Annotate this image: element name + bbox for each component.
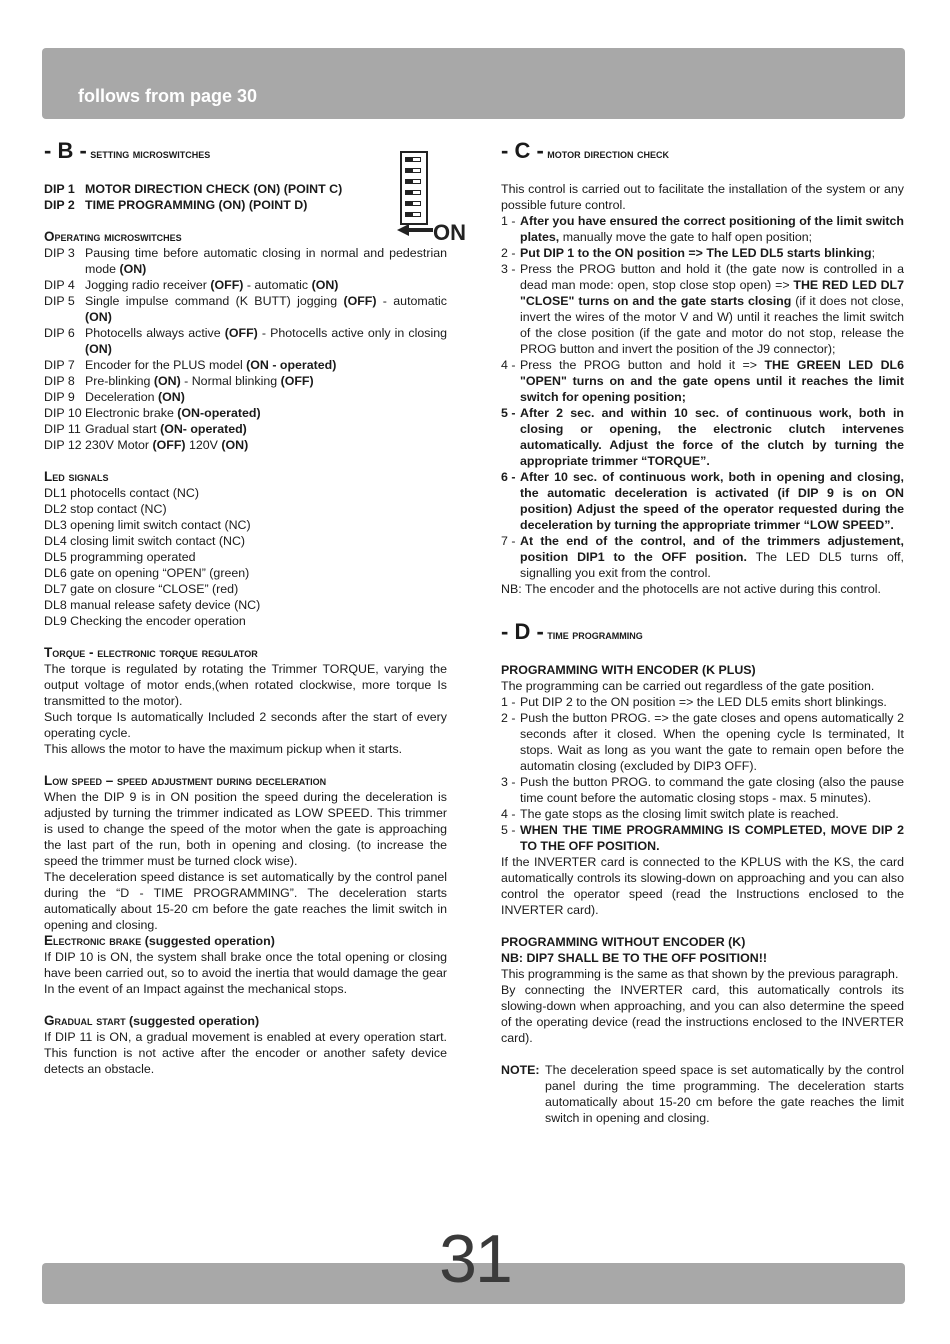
dip-text: Encoder for the PLUS model (ON - operated) (85, 358, 337, 372)
dip-text: 230V Motor (OFF) 120V (ON) (85, 438, 249, 452)
torque-paragraph: This allows the motor to have the maximum pickup when it starts. (44, 742, 403, 756)
gradual-start-heading: Gradual start (suggested operation) (44, 1013, 260, 1028)
step-item: 1 - Put DIP 2 to the ON position => the LED DL5 emits short blinkings. (501, 695, 887, 709)
dip-label: DIP 1 (44, 182, 75, 196)
led-item: DL1 photocells contact (NC) (44, 486, 199, 500)
no-encoder-heading: PROGRAMMING WITHOUT ENCODER (K) (501, 935, 746, 949)
dip-on-label: ON (433, 220, 466, 245)
section-c-intro: This control is carried out to facilitate the installation of the system or any possible future control. (501, 182, 904, 212)
dip-row (44, 405, 447, 421)
dip-text: Pre-blinking (ON) - Normal blinking (OFF) (85, 374, 314, 388)
encoder-intro: The programming can be carried out regardless of the gate position. (501, 679, 875, 693)
dip-label: DIP 9 (44, 390, 75, 404)
dip-label: DIP 12 (44, 438, 82, 452)
header-title: follows from page 30 (78, 86, 258, 106)
dip-label: DIP 11 (44, 422, 81, 436)
low-speed-paragraph: The deceleration speed distance is set automatically by the control panel during the “D - TIME PROGRAMMING”. The deceleration starts automatically about 15-20 cm before the gate reaches the limit switch in opening and closing. (44, 870, 447, 932)
step-item: 7 - At the end of the control, and of the trimmers adjustement, position DIP1 to the OFF position. The LED DL5 turns off, signalling you exit from the control. (501, 534, 904, 580)
led-item: DL8 manual release safety device (NC) (44, 598, 261, 612)
language-letter-g: G (915, 58, 931, 82)
dip-text: Single impulse command (K BUTT) jogging (OFF) - automatic (ON) (85, 294, 447, 324)
dip-label: DIP 6 (44, 326, 75, 340)
dip-row (44, 421, 447, 437)
dip-row (44, 373, 447, 389)
step-item: 5 - WHEN THE TIME PROGRAMMING IS COMPLETED, MOVE DIP 2 TO THE OFF POSITION. (501, 823, 904, 853)
note-block (501, 1062, 904, 1126)
page-number: 31 (439, 1221, 511, 1297)
dip-row (44, 277, 447, 293)
step-item: 2 - Push the button PROG. => the gate closes and opens automatically 2 seconds after it closed. When the opening cycle Is terminated, It stops. Wait as long as you want the gate to remain open before the automatin closing (excluded by DIP3 OFF). (501, 711, 904, 773)
section-c-title: motor direction check (547, 147, 670, 161)
dip-label: DIP 8 (44, 374, 75, 388)
operating-microswitches-heading: Operating microswitches (44, 229, 182, 244)
dip-row (44, 245, 447, 277)
dip-row (44, 389, 447, 405)
dip-text: Pausing time before automatic closing in normal and pedestrian mode (ON) (85, 246, 447, 276)
step-item: 3 - Press the PROG button and hold it (the gate now is controlled in a dead man mode: open, stop close stop open) => THE RED LED DL7 "CLOSE" turns on and the gate starts closing (if it does not close, invert the wires of the motor V and W) until it reaches the limit switch of the close position (if the gate and motor do not stop, release the PROG button and invert the position of the J9 connector); (501, 262, 904, 356)
no-encoder-nb: NB: DIP7 SHALL BE TO THE OFF POSITION!! (501, 951, 767, 965)
dip-row (44, 181, 447, 197)
electronic-brake-heading: Electronic brake (suggested operation) (44, 933, 275, 948)
note-text: The deceleration speed space is set automatically by the control panel during the time programming. The deceleration starts automatically about 15-20 cm before the gate reaches the limit switch in opening and closing. (545, 1063, 904, 1125)
language-badge (905, 54, 941, 111)
step-item: 3 - Push the button PROG. to command the gate closing (also the pause time count before the automatic closing stops - max. 5 minutes). (501, 775, 904, 805)
dip-label: DIP 7 (44, 358, 75, 372)
dip-text: Deceleration (ON) (85, 390, 185, 404)
led-item: DL9 Checking the encoder operation (44, 614, 246, 628)
inverter-paragraph: If the INVERTER card is connected to the KPLUS with the KS, the card automatically controls its slowing-down on approaching and you can also control the operator speed (read the Instructions enclosed to the INVERTER card). (501, 855, 904, 917)
dip-row (44, 357, 447, 373)
step-item: 6 - After 10 sec. of continuous work, both in opening and closing, the automatic deceleration is activated (if DIP 9 is on ON position) Adjust the speed of the operator requested during the deceleration by turning the appropriate trimmer “LOW SPEED”. (501, 470, 904, 532)
language-letter-b: B (915, 81, 930, 105)
led-item: DL2 stop contact (NC) (44, 502, 167, 516)
step-item: 5 - After 2 sec. and within 10 sec. of continuous work, both in closing or opening, the electronic clutch intervenes automatically. Adjust the force of the clutch by turning the appropriate trimmer “TORQUE”. (501, 406, 904, 468)
section-d-heading (501, 621, 904, 646)
section-b-title: setting microswitches (90, 147, 211, 161)
page-header-bar (42, 48, 931, 119)
led-item: DL7 gate on closure “CLOSE” (red) (44, 582, 239, 596)
section-c-heading (501, 140, 904, 165)
step-item: 2 - Put DIP 1 to the ON position => The LED DL5 starts blinking; (501, 246, 876, 260)
led-item: DL6 gate on opening “OPEN” (green) (44, 566, 250, 580)
dip-row (44, 197, 447, 213)
dip-label: DIP 2 (44, 198, 75, 212)
low-speed-paragraph: When the DIP 9 is in ON position the speed during the deceleration is adjusted by turning the trimmer indicated as LOW SPEED. This trimmer is used to change the speed of the motor when the gate is approaching the last part of the run, both in opening and closing. (to increase the speed the trimmer must be turned clock wise). (44, 790, 447, 868)
torque-paragraph: Such torque Is automatically Included 2 seconds after the start of every operating cycle. (44, 710, 447, 740)
section-d-prefix: - D - (501, 619, 544, 644)
dip-text: TIME PROGRAMMING (ON) (POINT D) (85, 198, 308, 212)
dip-text: MOTOR DIRECTION CHECK (ON) (POINT C) (85, 182, 343, 196)
led-item: DL4 closing limit switch contact (NC) (44, 534, 246, 548)
gradual-start-paragraph: If DIP 11 is ON, a gradual movement is enabled at every operation start. This function is not active after the encoder or another safety device detects an obstacle. (44, 1030, 447, 1076)
dip-label: DIP 4 (44, 278, 75, 292)
torque-paragraph: The torque is regulated by rotating the Trimmer TORQUE, varying the output voltage of motor ends,(when rotated clockwise, more torque Is transmitted to the motor). (44, 662, 447, 708)
step-item: 4 - Press the PROG button and hold it => THE GREEN LED DL6 "OPEN" turns on and the gate opens until it reaches the limit switch for opening position; (501, 358, 904, 404)
section-b-prefix: - B - (44, 138, 87, 163)
dip-label: DIP 10 (44, 406, 82, 420)
electronic-brake-paragraph: If DIP 10 is ON, the system shall brake once the total opening or closing have been carried out, so to avoid the inertia that would damage the gear In the event of an Impact against the mechanical stops. (44, 950, 447, 996)
led-item: DL3 opening limit switch contact (NC) (44, 518, 251, 532)
section-d-title: time programming (547, 628, 643, 642)
section-c-nb: NB: The encoder and the photocells are not active during this control. (501, 582, 881, 596)
dip-label: DIP 5 (44, 294, 75, 308)
dip-text: Photocells always active (OFF) - Photocells active only in closing (ON) (85, 326, 447, 356)
no-encoder-paragraph: By connecting the INVERTER card, this automatically controls its slowing-down when approaching, and you can also determine the speed of the operating device (read the instructions enclosed to the INVERTER card). (501, 983, 904, 1045)
step-item: 1 - After you have ensured the correct positioning of the limit switch plates, manually move the gate to half open position; (501, 214, 904, 244)
torque-heading: Torque - electronic torque regulator (44, 645, 258, 660)
left-column (44, 140, 447, 1077)
section-b-heading (44, 140, 447, 165)
dip-label: DIP 3 (44, 246, 75, 260)
encoder-programming-heading: PROGRAMMING WITH ENCODER (K PLUS) (501, 663, 756, 677)
dip-text: Gradual start (ON- operated) (85, 422, 247, 436)
no-encoder-paragraph: This programming is the same as that shown by the previous paragraph. (501, 967, 899, 981)
low-speed-heading: Low speed – speed adjustment during deceleration (44, 773, 327, 788)
dip-row (44, 437, 447, 453)
led-signals-heading: Led signals (44, 469, 109, 484)
dip-text: Electronic brake (ON-operated) (85, 406, 261, 420)
section-c-prefix: - C - (501, 138, 544, 163)
right-column (501, 140, 904, 1126)
dip-text: Jogging radio receiver (OFF) - automatic (ON) (85, 278, 339, 292)
dip-row (44, 325, 447, 357)
note-label: NOTE: (501, 1063, 540, 1077)
step-item: 4 - The gate stops as the closing limit switch plate is reached. (501, 807, 839, 821)
led-item: DL5 programming operated (44, 550, 196, 564)
dip-row (44, 293, 447, 325)
